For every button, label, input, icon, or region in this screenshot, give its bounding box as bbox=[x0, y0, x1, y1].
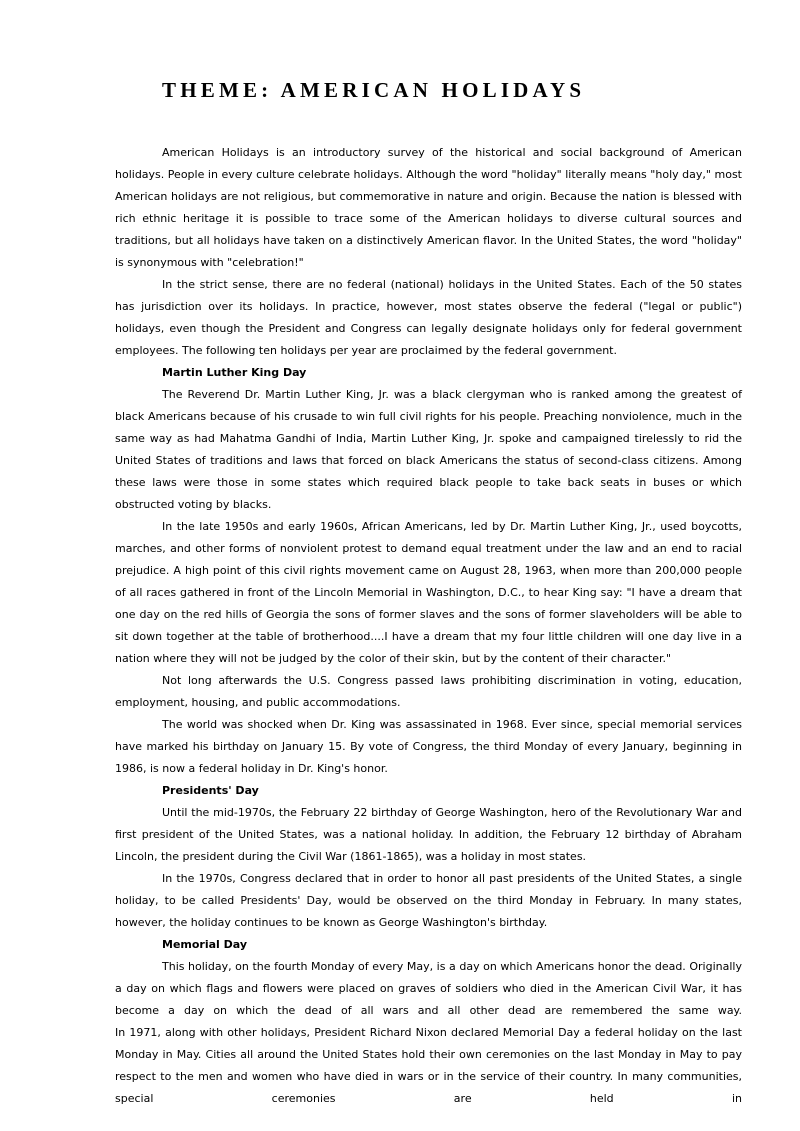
page-title: THEME: AMERICAN HOLIDAYS bbox=[162, 78, 586, 102]
section-heading-mlk: Martin Luther King Day bbox=[162, 366, 307, 379]
presidents-paragraph-2: In the 1970s, Congress declared that in order to honor all past presidents of the United States, a single holiday, to be called Presidents' Day, would be observed on the third Monday in February. In many states, however, the holiday continues to be known as George Washington's birthday. bbox=[115, 872, 742, 929]
section-heading-presidents: Presidents' Day bbox=[162, 784, 259, 797]
section-heading-memorial: Memorial Day bbox=[162, 938, 248, 951]
document-body bbox=[115, 142, 742, 1110]
mlk-paragraph-3: Not long afterwards the U.S. Congress passed laws prohibiting discrimination in voting, education, employment, housing, and public accommodations. bbox=[115, 674, 742, 709]
mlk-paragraph-2: In the late 1950s and early 1960s, African Americans, led by Dr. Martin Luther King, Jr., used boycotts, marches, and other forms of nonviolent protest to demand equal treatment under the law and an end to racial prejudice. A high point of this civil rights movement came on August 28, 1963, when more than 200,000 people of all races gathered in front of the Lincoln Memorial in Washington, D.C., to hear King say: "I have a dream that one day on the red hills of Georgia the sons of former slaves and the sons of former slaveholders will be able to sit down together at the table of brotherhood....I have a dream that my four little children will one day live in a nation where they will not be judged by the color of their skin, but by the content of their character." bbox=[115, 520, 742, 665]
mlk-paragraph-4: The world was shocked when Dr. King was assassinated in 1968. Ever since, special memorial services have marked his birthday on January 15. By vote of Congress, the third Monday of every January, beginning in 1986, is now a federal holiday in Dr. King's honor. bbox=[115, 718, 742, 775]
presidents-paragraph-1: Until the mid-1970s, the February 22 birthday of George Washington, hero of the Revolutionary War and first president of the United States, was a national holiday. In addition, the February 12 birthday of Abraham Lincoln, the president during the Civil War (1861-1865), was a holiday in most states. bbox=[115, 806, 742, 863]
intro-paragraph-1: American Holidays is an introductory survey of the historical and social background of American holidays. People in every culture celebrate holidays. Although the word "holiday" literally means "holy day," most American holidays are not religious, but commemorative in nature and origin. Because the nation is blessed with rich ethnic heritage it is possible to trace some of the American holidays to diverse cultural sources and traditions, but all holidays have taken on a distinctively American flavor. In the United States, the word "holiday" is synonymous with "celebration!" bbox=[115, 146, 742, 269]
memorial-paragraph-1: This holiday, on the fourth Monday of every May, is a day on which Americans honor the dead. Originally a day on which flags and flowers were placed on graves of soldiers who died in the American Civil War, it has become a day on which the dead of all wars and all other dead are remembered the same way. bbox=[115, 960, 742, 1017]
memorial-paragraph-2: In 1971, along with other holidays, President Richard Nixon declared Memorial Day a federal holiday on the last Monday in May. Cities all around the United States hold their own ceremonies on the last Monday in May to pay respect to the men and women who have died in wars or in the service of their country. In many communities, special ceremonies are held in bbox=[115, 1026, 742, 1105]
mlk-paragraph-1: The Reverend Dr. Martin Luther King, Jr. was a black clergyman who is ranked among the greatest of black Americans because of his crusade to win full civil rights for his people. Preaching nonviolence, much in the same way as had Mahatma Gandhi of India, Martin Luther King, Jr. spoke and campaigned tirelessly to rid the United States of traditions and laws that forced on black Americans the status of second-class citizens. Among these laws were those in some states which required black people to take back seats in buses or which obstructed voting by blacks. bbox=[115, 388, 742, 511]
intro-paragraph-2: In the strict sense, there are no federal (national) holidays in the United States. Each of the 50 states has jurisdiction over its holidays. In practice, however, most states observe the federal ("legal or public") holidays, even though the President and Congress can legally designate holidays only for federal government employees. The following ten holidays per year are proclaimed by the federal government. bbox=[115, 278, 742, 357]
